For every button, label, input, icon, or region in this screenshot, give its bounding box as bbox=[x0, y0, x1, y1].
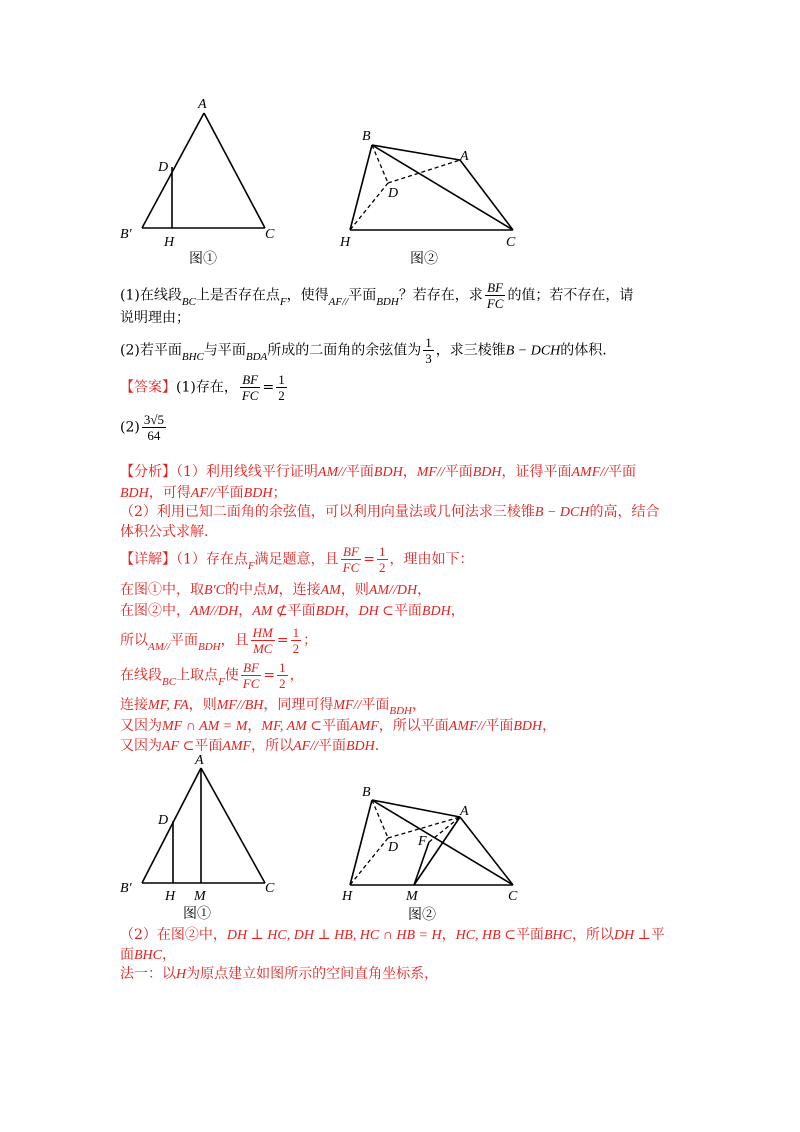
fig3-caption: 图① bbox=[183, 907, 211, 922]
text: 平面 bbox=[194, 738, 223, 754]
text: ； bbox=[272, 485, 287, 501]
math: AM//DH bbox=[368, 583, 418, 598]
text: 使 bbox=[224, 667, 239, 684]
detail-line-7 bbox=[120, 716, 690, 737]
text: 所成的二面角的余弦值为 bbox=[267, 342, 422, 359]
fig3-label-c: C bbox=[265, 881, 275, 896]
text: ，且 bbox=[220, 632, 249, 649]
text: ，则 bbox=[340, 582, 369, 598]
text: ， bbox=[411, 697, 426, 713]
math: M bbox=[266, 583, 279, 598]
math: MF//BH bbox=[216, 698, 264, 713]
text: ， bbox=[344, 603, 359, 619]
text: 平面 bbox=[485, 718, 514, 734]
text: 平面 bbox=[215, 485, 244, 501]
text: 又因为 bbox=[120, 738, 162, 754]
detail-line-6 bbox=[120, 695, 690, 716]
text: （2）在图②中， bbox=[120, 927, 227, 943]
figure-2-bottom bbox=[330, 780, 540, 925]
fig2-label-a: A bbox=[460, 149, 469, 164]
text: 体积公式求解. bbox=[120, 524, 209, 540]
math: AM//DH bbox=[190, 604, 239, 619]
text: 平面 bbox=[444, 464, 473, 480]
text: （1）存在点 bbox=[176, 551, 248, 568]
math: BDH bbox=[120, 486, 149, 501]
text: ， bbox=[289, 667, 304, 684]
fig2-label-c: C bbox=[506, 235, 516, 250]
math: F bbox=[279, 295, 287, 308]
text: （2）利用已知二面角的余弦值，可以利用向量法或几何法求三棱锥 bbox=[120, 504, 535, 520]
text: 连接 bbox=[120, 697, 148, 713]
math: BDH bbox=[243, 486, 273, 501]
fig4-caption: 图② bbox=[408, 908, 436, 923]
question-1-line-1 bbox=[120, 280, 690, 311]
text: = bbox=[262, 379, 275, 396]
math: BDA bbox=[245, 350, 268, 363]
math: AMF// bbox=[448, 719, 486, 734]
fig4-label-h: H bbox=[342, 889, 353, 904]
text: (1)存在， bbox=[176, 379, 238, 396]
text: ，所以平面 bbox=[378, 718, 449, 734]
text: ， bbox=[247, 718, 262, 734]
math: MF, FA bbox=[148, 698, 189, 713]
math: BDH bbox=[389, 705, 412, 717]
part2-line-1 bbox=[120, 925, 690, 946]
text: 所以 bbox=[120, 632, 148, 649]
answer-label: 【答案】 bbox=[120, 379, 176, 396]
text: ，则 bbox=[188, 697, 217, 713]
math: BC bbox=[181, 295, 196, 308]
math: DH ⊥ HC, DH ⊥ HB, HC ∩ HB = H bbox=[226, 928, 442, 943]
text: (1)在线段 bbox=[120, 287, 182, 304]
math: BHC bbox=[134, 948, 162, 963]
text: 平面 bbox=[318, 738, 346, 754]
text: (2) bbox=[120, 419, 140, 436]
fraction: $\frac{BF}{FC}$ bbox=[241, 372, 259, 403]
text: ， bbox=[238, 603, 253, 619]
question-1-line-2 bbox=[120, 308, 690, 328]
math: AF ⊂ bbox=[162, 739, 195, 754]
question-2 bbox=[120, 335, 690, 366]
math: BDH bbox=[513, 719, 543, 734]
math: MF, AM ⊂ bbox=[261, 719, 323, 734]
fig1-label-b: B′ bbox=[120, 227, 132, 242]
math: DH ⊥ bbox=[613, 928, 651, 943]
math: AF// bbox=[328, 295, 349, 308]
text: ， bbox=[542, 718, 557, 734]
fig3-label-b: B′ bbox=[120, 881, 132, 896]
math: BDH bbox=[315, 604, 345, 619]
fig3-label-a: A bbox=[195, 753, 204, 768]
text: 的体积. bbox=[560, 342, 607, 359]
text: 平面 bbox=[348, 287, 377, 304]
text: ，同理可得 bbox=[263, 697, 334, 713]
math: HC, HB ⊂ bbox=[455, 928, 516, 943]
text: ； bbox=[303, 632, 318, 649]
analysis-line-4 bbox=[120, 522, 690, 542]
detail-line-2 bbox=[120, 580, 690, 601]
fig1-label-h: H bbox=[164, 235, 175, 250]
math: BDH bbox=[346, 739, 375, 754]
text: 平面 bbox=[170, 632, 198, 649]
text: 的高，结合 bbox=[589, 504, 660, 520]
fig4-label-a: A bbox=[460, 804, 469, 819]
math: BDH bbox=[198, 640, 221, 653]
text: 说明理由； bbox=[120, 310, 190, 326]
math: AF// bbox=[293, 739, 318, 754]
math: AM ⊄ bbox=[252, 604, 288, 619]
text: 平面 bbox=[393, 603, 422, 619]
text: (2)若平面 bbox=[120, 342, 182, 359]
math: AMF bbox=[222, 739, 252, 754]
text: 平面 bbox=[515, 927, 544, 943]
text: 平面 bbox=[287, 603, 316, 619]
detail-line-5 bbox=[120, 660, 690, 691]
text: 在图②中， bbox=[120, 603, 190, 619]
text: ？若存在，求 bbox=[398, 287, 483, 304]
math: B′C bbox=[204, 583, 225, 598]
math: MF// bbox=[416, 465, 445, 480]
fig2-label-b: B bbox=[362, 129, 371, 144]
text: ，求三棱锥 bbox=[435, 342, 506, 359]
fig3-label-d: D bbox=[158, 813, 169, 828]
text: ，连接 bbox=[278, 582, 321, 598]
fig1-caption: 图① bbox=[189, 252, 217, 267]
math: BHC bbox=[181, 350, 204, 363]
math: B − DCH bbox=[534, 505, 590, 520]
text: ， bbox=[450, 603, 465, 619]
math: AF// bbox=[190, 486, 216, 501]
text: ，理由如下： bbox=[389, 551, 474, 568]
math: BHC bbox=[543, 928, 572, 943]
fraction: $\frac{HM}{MC}$ bbox=[252, 625, 273, 656]
text: 的中点 bbox=[224, 582, 267, 598]
math: AM// bbox=[148, 640, 170, 653]
fraction: $\frac{1}{3}$ bbox=[425, 335, 432, 366]
text: 在线段 bbox=[120, 667, 162, 684]
fraction: $\frac{1}{2}$ bbox=[279, 660, 286, 691]
detail-line-1 bbox=[120, 544, 690, 575]
figure-1-bottom bbox=[115, 750, 295, 925]
text: ，使得 bbox=[286, 287, 329, 304]
figure-2-top bbox=[330, 120, 540, 275]
text: ，所以 bbox=[571, 927, 614, 943]
fig4-label-d: D bbox=[388, 840, 399, 855]
part2-line-2 bbox=[120, 945, 690, 966]
fig2-label-d: D bbox=[388, 186, 399, 201]
detail-line-3 bbox=[120, 601, 690, 622]
fig4-label-m: M bbox=[406, 889, 418, 904]
fig3-label-m: M bbox=[194, 889, 206, 904]
text: 平面 bbox=[608, 464, 637, 480]
math: BDH bbox=[472, 465, 502, 480]
fig1-label-a: A bbox=[198, 97, 207, 112]
math: MF// bbox=[333, 698, 362, 713]
text: 平面 bbox=[361, 697, 390, 713]
fig3-label-h: H bbox=[165, 889, 176, 904]
text: 上取点 bbox=[176, 667, 219, 684]
math: BDH bbox=[376, 295, 399, 308]
fig1-label-d: D bbox=[158, 160, 169, 175]
part2-line-3 bbox=[120, 964, 690, 985]
text: （1）利用线线平行证明 bbox=[176, 464, 318, 480]
figure-1-top bbox=[115, 95, 295, 275]
text: ， bbox=[417, 582, 432, 598]
fraction: $\frac{1}{2}$ bbox=[278, 372, 285, 403]
fraction: $\frac{BF}{FC}$ bbox=[342, 544, 360, 575]
fig4-label-c: C bbox=[508, 889, 518, 904]
answer-line-2 bbox=[120, 412, 690, 443]
text: = bbox=[363, 551, 376, 568]
text: . bbox=[374, 738, 380, 754]
math: AMF bbox=[350, 719, 379, 734]
fig2-caption: 图② bbox=[410, 252, 438, 267]
fig2-label-h: H bbox=[340, 235, 351, 250]
text: ， bbox=[402, 464, 417, 480]
text: 平面 bbox=[322, 718, 351, 734]
math: F bbox=[218, 675, 225, 688]
math: AMF// bbox=[571, 465, 609, 480]
fig4-label-f: F bbox=[418, 834, 427, 849]
fraction: $\frac{1}{2}$ bbox=[292, 625, 300, 656]
analysis-line-1 bbox=[120, 462, 690, 483]
text: 为原点建立如图所示的空间直角坐标系， bbox=[186, 966, 439, 982]
math: DH ⊂ bbox=[358, 604, 394, 619]
analysis-line-3 bbox=[120, 502, 690, 523]
text: ，所以 bbox=[251, 738, 294, 754]
text: 的值；若不存在，请 bbox=[507, 287, 634, 304]
text: ，可得 bbox=[148, 485, 191, 501]
analysis-line-2 bbox=[120, 483, 690, 504]
fraction: $\frac{BF}{FC}$ bbox=[486, 280, 504, 311]
text: 平 bbox=[650, 927, 665, 943]
text: 法一：以 bbox=[120, 966, 176, 982]
fraction: $\frac{3√5}{64}$ bbox=[143, 412, 164, 443]
detail-label: 【详解】 bbox=[120, 551, 176, 568]
text: 面 bbox=[120, 947, 134, 963]
text: 上是否存在点 bbox=[195, 287, 280, 304]
text: = bbox=[263, 667, 276, 684]
text: 与平面 bbox=[203, 342, 246, 359]
math: AM// bbox=[317, 465, 346, 480]
text: ，证得平面 bbox=[501, 464, 572, 480]
math: F bbox=[247, 559, 255, 572]
text: 在图①中，取 bbox=[120, 582, 204, 598]
math: BDH bbox=[421, 604, 451, 619]
analysis-label: 【分析】 bbox=[120, 464, 176, 480]
fig1-label-c: C bbox=[265, 227, 275, 242]
math: BDH bbox=[373, 465, 403, 480]
fraction: $\frac{BF}{FC}$ bbox=[242, 660, 260, 691]
math: AM bbox=[320, 583, 341, 598]
fraction: $\frac{1}{2}$ bbox=[379, 544, 386, 575]
text: 平面 bbox=[345, 464, 374, 480]
fig4-label-b: B bbox=[362, 785, 371, 800]
answer-line-1 bbox=[120, 372, 690, 403]
math: B − DCH bbox=[505, 343, 561, 359]
text: ， bbox=[162, 947, 176, 963]
math: H bbox=[176, 967, 187, 982]
text: = bbox=[276, 632, 289, 649]
text: ， bbox=[441, 927, 456, 943]
text: 又因为 bbox=[120, 718, 162, 734]
text: 满足题意，且 bbox=[254, 551, 339, 568]
detail-line-4 bbox=[120, 625, 690, 656]
math: BC bbox=[162, 675, 177, 688]
math: MF ∩ AM = M bbox=[162, 719, 248, 734]
